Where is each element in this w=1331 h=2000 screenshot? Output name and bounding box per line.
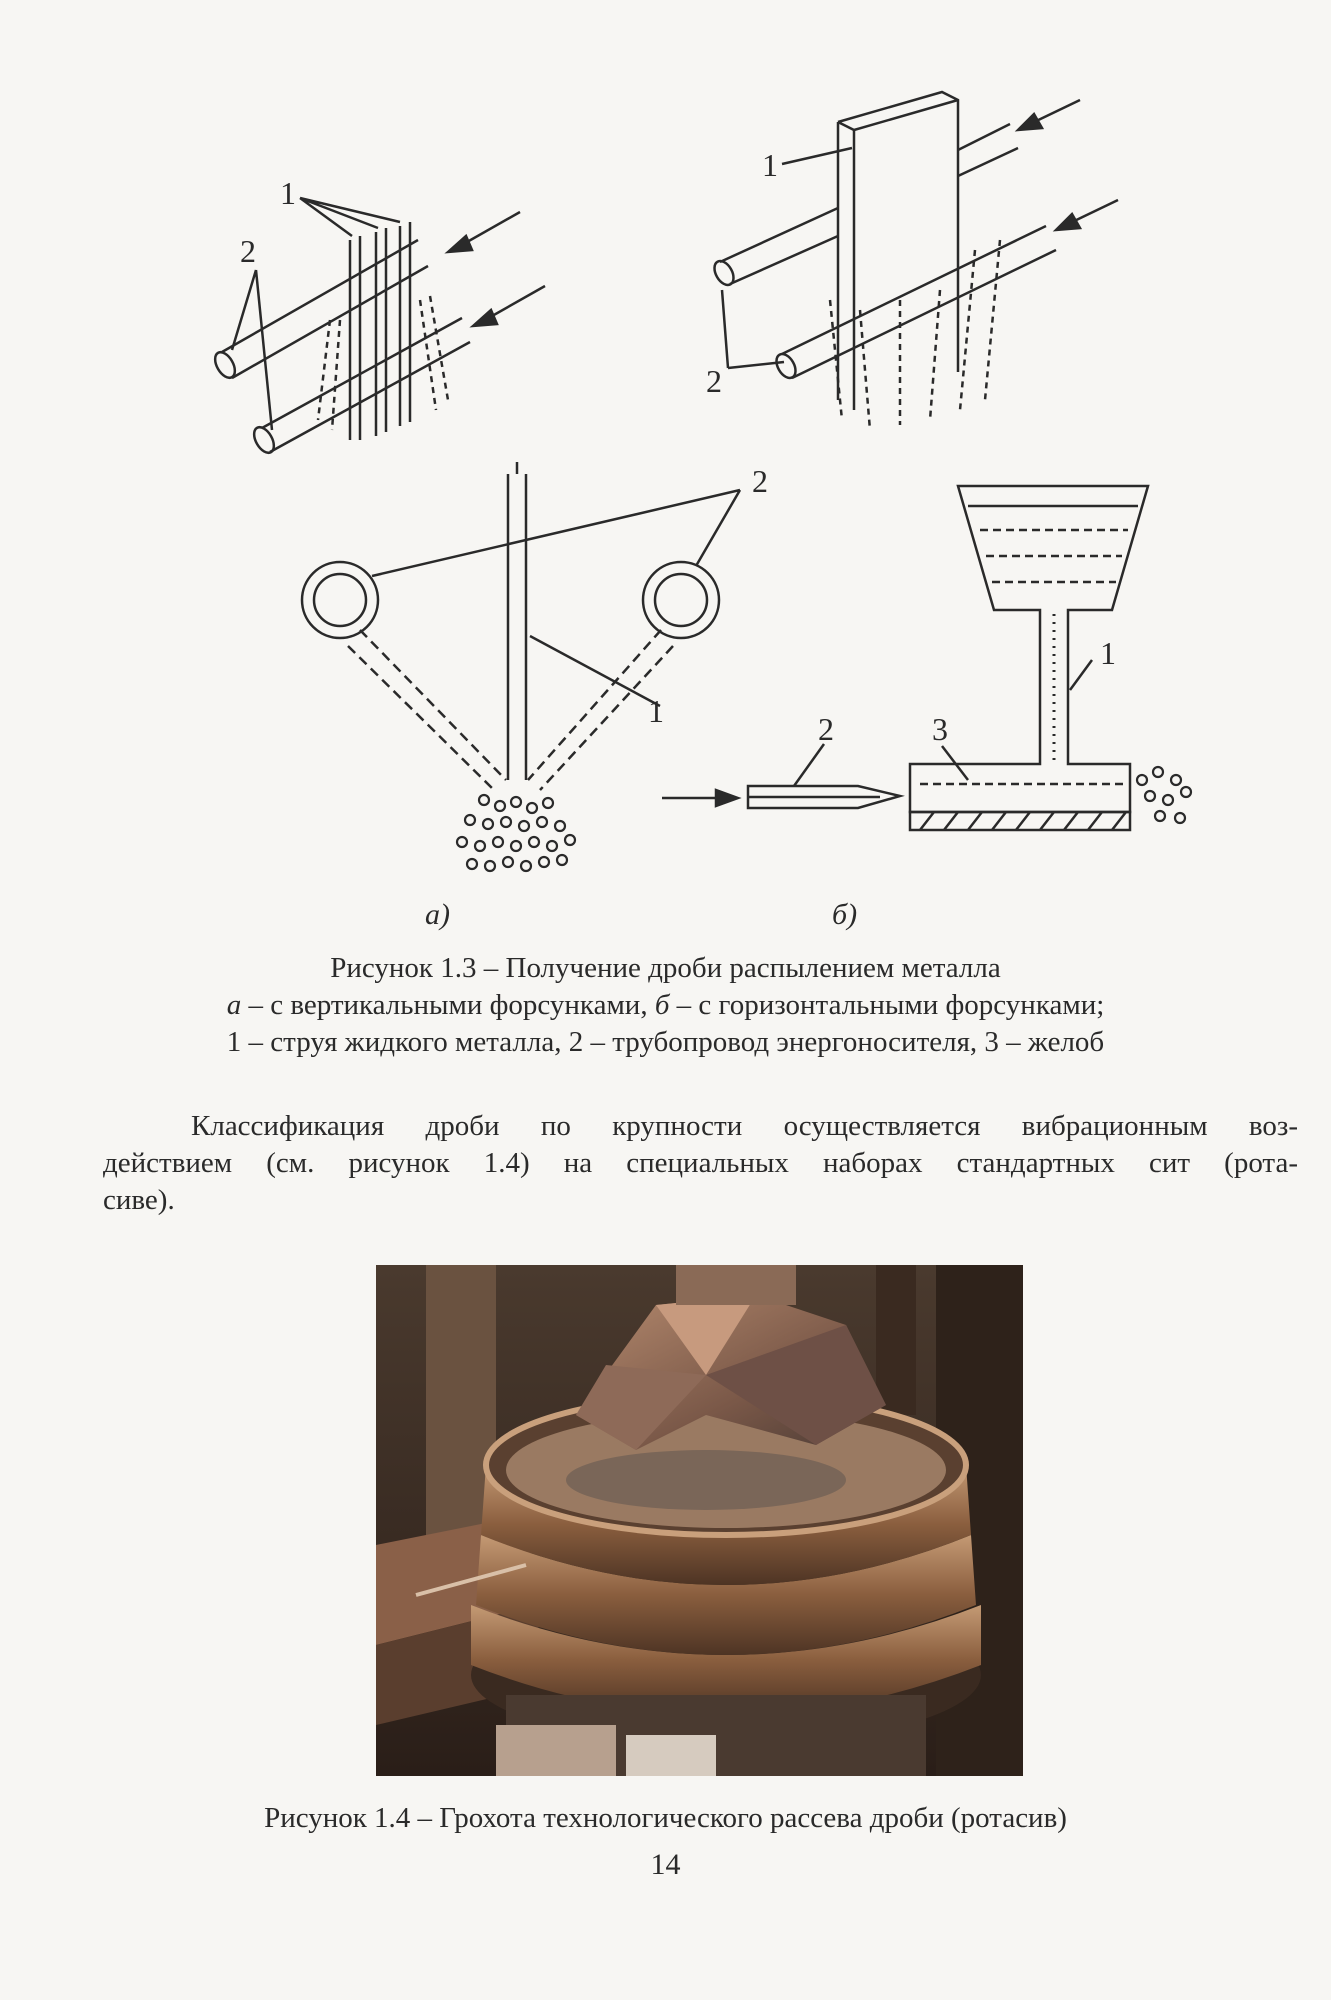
tundish-trough-diagram [662, 486, 1148, 830]
callout-1-panel-a-bottom: 1 [648, 693, 664, 729]
figure-1-3-title: Рисунок 1.3 – Получение дроби распылением металла [330, 952, 1001, 984]
figure-1-3-legend-ab: а – с вертикальными форсунками, б – с горизонтальными форсунками; [226, 989, 1105, 1021]
rotasiv-photo [376, 1265, 1023, 1776]
callout-1-panel-a-top: 1 [280, 175, 296, 211]
callout-1-panel-b-bottom: 1 [1100, 635, 1116, 671]
figure-1-3-drawing [0, 0, 1331, 931]
callout-2-panel-a-top: 2 [240, 233, 256, 269]
shot-droplets [457, 767, 1191, 871]
annular-nozzle-diagram [302, 462, 740, 790]
figure-1-4-caption: Рисунок 1.4 – Грохота технологического рассева дроби (ротасив) [264, 1802, 1067, 1834]
callout-2-panel-b-top: 2 [706, 363, 722, 399]
callout-1-panel-b-top: 1 [762, 147, 778, 183]
page-number: 14 [650, 1848, 681, 1881]
figure-1-3-legend-numbers: 1 – струя жидкого металла, 2 – трубопровод энергоносителя, 3 – желоб [226, 1026, 1105, 1058]
panel-label-a: а) [425, 898, 450, 931]
callout-3-panel-b-bottom: 3 [932, 711, 948, 747]
callout-2-panel-a-bottom: 2 [752, 463, 768, 499]
callout-2-panel-b-bottom: 2 [818, 711, 834, 747]
panel-label-b: б) [832, 898, 858, 931]
figure-1-3-caption [0, 950, 1331, 1061]
horizontal-nozzles-diagram [711, 92, 1118, 430]
body-paragraph: Классификация дроби по крупности осуществляется вибрационным воз- действием (см. рисунок 1.4) на специальных наборах стандартных сит (рота- сиве). [103, 1110, 1298, 1216]
vertical-nozzles-diagram [211, 198, 545, 456]
